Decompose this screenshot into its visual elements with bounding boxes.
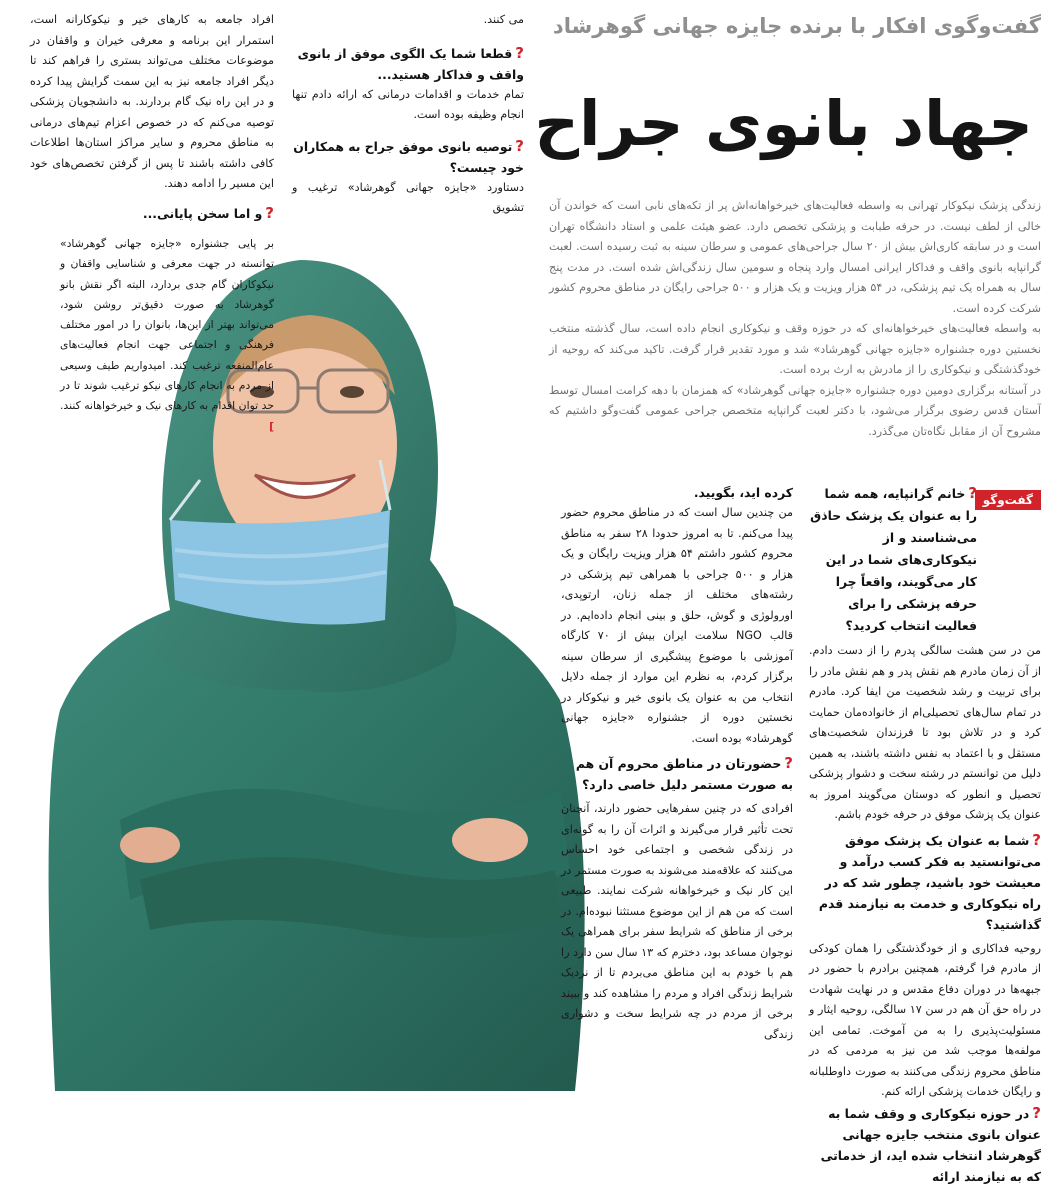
headline: جهاد بانوی جراح [534,87,1033,160]
col-left [30,10,274,224]
question: ?توصیه بانوی موفق جراح به همکاران خود چیست؟ [293,136,524,175]
question-text: توصیه بانوی موفق جراح به همکاران خود چیست؟ [293,138,524,175]
question-text: قطعا شما یک الگوی موفق از بانوی واقف و فداکار هستید... [297,45,524,82]
question-text: و اما سخن پایانی... [142,205,263,221]
col-mid-top-lead: می کنند. [483,13,524,26]
question: ?در حوزه نیکوکاری و وقف شما به عنوان بانوی منتخب جایزه جهانی گوهرشاد انتخاب شده اید، از خدماتی که به نیازمند ارائه [820,1103,1041,1184]
answer: دستاورد «جایزه جهانی گوهرشاد» ترغیب و تشویق [292,180,524,214]
end-mark: ] [269,419,274,433]
section-tag: گفت‌وگو [975,490,1041,510]
answer: بر پایی جشنواره «جایزه جهانی گوهرشاد» توانسته در جهت معرفی و شناسایی واقفان و نیکوکاران گام جدی بردارد، البته اگر نقش بانو گوهرشاد به صورت دقیق‌تر روشن شود، می‌تواند بهتر از این‌ها، بانوان را در امور مختلف فرهنگی و اجتماعی جهت انجام فعالیت‌های عام‌المنفعه ترغیب کند. امیدواریم طیف وسیعی از مردم به انجام کارهای نیکو ترغیب شوند تا در حد توان اقدام به کارهای نیک و خیرخواهانه کنند. [60,237,274,413]
intro-p1: زندگی پزشک نیکوکار تهرانی به واسطه فعالیت‌های خیرخواهانه‌اش پر از تکه‌های نابی است که خواندن آن خالی از لطف نیست. در حرفه طبابت و پزشکی تخصص دارد. عضو هیئت علمی و استاد دانشگاه تهران است و در سابقه کاری‌اش بیش از ۲۰ سال جراحی‌های عمومی و سرطان سینه به ثبت رسیده است. لعبت گرانپایه بانوی واقف و فداکار ایرانی امسال وارد پنجاه و سومین سال زندگی‌اش شده است. در مدت پنج سال به همراه یک تیم پزشکی، در ۵۴ هزار ویزیت و یک هزار و ۵۰۰ جراحی رایگان در مناطق محروم کشور شرکت کرده است. [549,199,1041,315]
kicker: گفت‌وگوی افکار با برنده جایزه جهانی گوهرشاد [552,14,1041,38]
col-mid-top [292,10,524,219]
col-right [809,482,1041,1187]
answer: روحیه فداکاری و از خودگذشتگی را همان کودکی از مادرم فرا گرفتم، همچنین برادرم با حضور در جبهه‌ها در دوران دفاع مقدس و در نهایت شهادت در راه حق آن هم در سن ۱۷ سالگی، روحیه ایثار و مسئولیت‌پذیری را به من آموخت. تمامی این مولفه‌ها موجب شد من نیز به مردمی که در مناطق محروم زندگی می‌کنند به صورت داوطلبانه و رایگان خدمات پزشکی ارائه کنم. [809,941,1041,1098]
answer: تمام خدمات و اقدامات درمانی که ارائه دادم تنها انجام وظیفه بوده است. [292,87,524,121]
question-text: خانم گرانپایه، همه شما را به عنوان یک پزشک حاذق می‌شناسند و از نیکوکاری‌های شما در این کار می‌گویند، واقعاً چرا حرفه پزشکی را برای فعالیت انتخاب کردید؟ [810,486,977,633]
closing-answer [60,234,274,437]
question: ?حضورتان در مناطق محروم آن هم به صورت مستمر دلیل خاصی دارد؟ [575,754,793,792]
col-mid-bottom-lead: کرده اید، بگویید. [693,485,793,500]
answer: من در سن هشت سالگی پدرم را از دست دادم. از آن زمان مادرم هم نقش پدر و هم نقش مادر را برای تربیت و رشد شخصیت من ایفا کرد. مادرم در تمام سال‌های تحصیلی‌ام از خانواده‌مان حمایت کرد و در تلاش بود تا فرزندان شخصیت‌های مستقل و با اعتماد به نفس داشته باشند، به همین دلیل من توانستم در رشته سخت و دشوار پزشکی تحصیل و انطور که دوستان می‌گویند امروز به عنوان یک پزشک موفق در حرفه خودم باشم. [809,644,1041,821]
question: ?و اما سخن پایانی... [142,203,274,222]
intro-p3: در آستانه برگزاری دومین دوره جشنواره «جایزه جهانی گوهرشاد» که همزمان با دهه کرامت امسال توسط آستان قدس رضوی برگزار می‌شود، با دکتر لعبت گرانپایه متخصص جراحی عمومی گفت‌وگو داشتیم که مشروح آن از مقابل نگاه‌تان می‌گذرد. [549,383,1041,438]
question: ?قطعا شما یک الگوی موفق از بانوی واقف و فداکار هستید... [297,43,524,82]
question-text: در حوزه نیکوکاری و وقف شما به عنوان بانوی منتخب جایزه جهانی گوهرشاد انتخاب شده اید، از خدماتی که به نیازمند ارائه [820,1105,1041,1184]
question: ?شما به عنوان یک پزشک موفق می‌توانستید به فکر کسب درآمد و معیشت خود باشید، چطور شد که در راه نیکوکاری و خدمت به نیازمند قدم گذاشتید؟ [818,830,1041,932]
question-text: شما به عنوان یک پزشک موفق می‌توانستید به فکر کسب درآمد و معیشت خود باشید، چطور شد که در راه نیکوکاری و خدمت به نیازمند قدم گذاشتید؟ [818,832,1041,932]
question-text: حضورتان در مناطق محروم آن هم به صورت مستمر دلیل خاصی دارد؟ [575,756,793,792]
col-left-text: افراد جامعه به کارهای خیر و نیکوکارانه است، استمرار این برنامه و معرفی خیران و واقفان در موضوعات مختلف می‌تواند بستری را فراهم کند تا دیگر افراد جامعه نیز به این سمت گرایش پیدا کرده و در این راه نیک گام بردارند. به دانشجویان پزشکی توصیه می‌کنم که در خصوص اعزام تیم‌های درمانی به مناطق محروم و سایر مراکز استان‌ها اطلاعات کافی داشته باشند تا پس از گرفتن تخصص‌های خود این مسیر را ادامه دهند. [30,13,274,190]
col-mid-bottom [561,482,793,1045]
intro-p2: به واسطه فعالیت‌های خیرخواهانه‌ای که در حوزه وقف و نیکوکاری انجام داده است، سال گذشته منتخب نخستین دوره جشنواره «جایزه جهانی گوهرشاد» شد و مورد تقدیر قرار گرفت. تاکید می‌کند که روحیه از خودگذشتگی و نیکوکاری را از مادرش به ارث برده است. [549,322,1041,376]
answer: افرادی که در چنین سفرهایی حضور دارند، آنچنان تحت تأثیر قرار می‌گیرند و اثرات آن را به گونه‌ای در زندگی شخصی و اجتماعی خود احساس می‌کنند که علاقه‌مند می‌شوند به صورت مستمر در این کار نیک و خیرخواهانه شرکت نمایند. طبیعی است که من هم از این موضوع مستثنا نبوده‌ام. در برخی از مناطق که شرایط سفر برای همراهی یک نوجوان مساعد بود، دخترم که ۱۳ سال سن دارد را هم با خودم به این مناطق می‌بردم تا از نزدیک شرایط زندگی افراد و مردم را مشاهده کند و ببیند برخی از مردم در چه شرایط سخت و دشواری زندگی [561,802,793,1041]
intro [549,196,1041,442]
question: ?خانم گرانپایه، همه شما را به عنوان یک پزشک حاذق می‌شناسند و از نیکوکاری‌های شما در این کار می‌گویند، واقعاً چرا حرفه پزشکی را برای فعالیت انتخاب کردید؟ [810,484,977,633]
answer: من چندین سال است که در مناطق محروم حضور پیدا می‌کنم. تا به امروز حدودا ۲۸ سفر به مناطق محروم کشور داشتم ۵۴ هزار ویزیت رایگان و یک هزار و ۵۰۰ جراحی با همراهی تیم پزشکی در رشته‌های مختلف از جمله زنان، ارتوپدی، اورولوژی و گوش، حلق و بینی انجام داده‌ایم. در قالب NGO سلامت ایران بیش از ۷۰ کارگاه آموزشی با موضوع پیشگیری از سرطان سینه برگزار کردم، به نظرم این موارد از جمله دلایل انتخاب من به عنوان یک بانوی خیر و نیکوکار در نخستین دوره از جشنواره «جایزه جهانی گوهرشاد» بوده است. [561,506,793,745]
